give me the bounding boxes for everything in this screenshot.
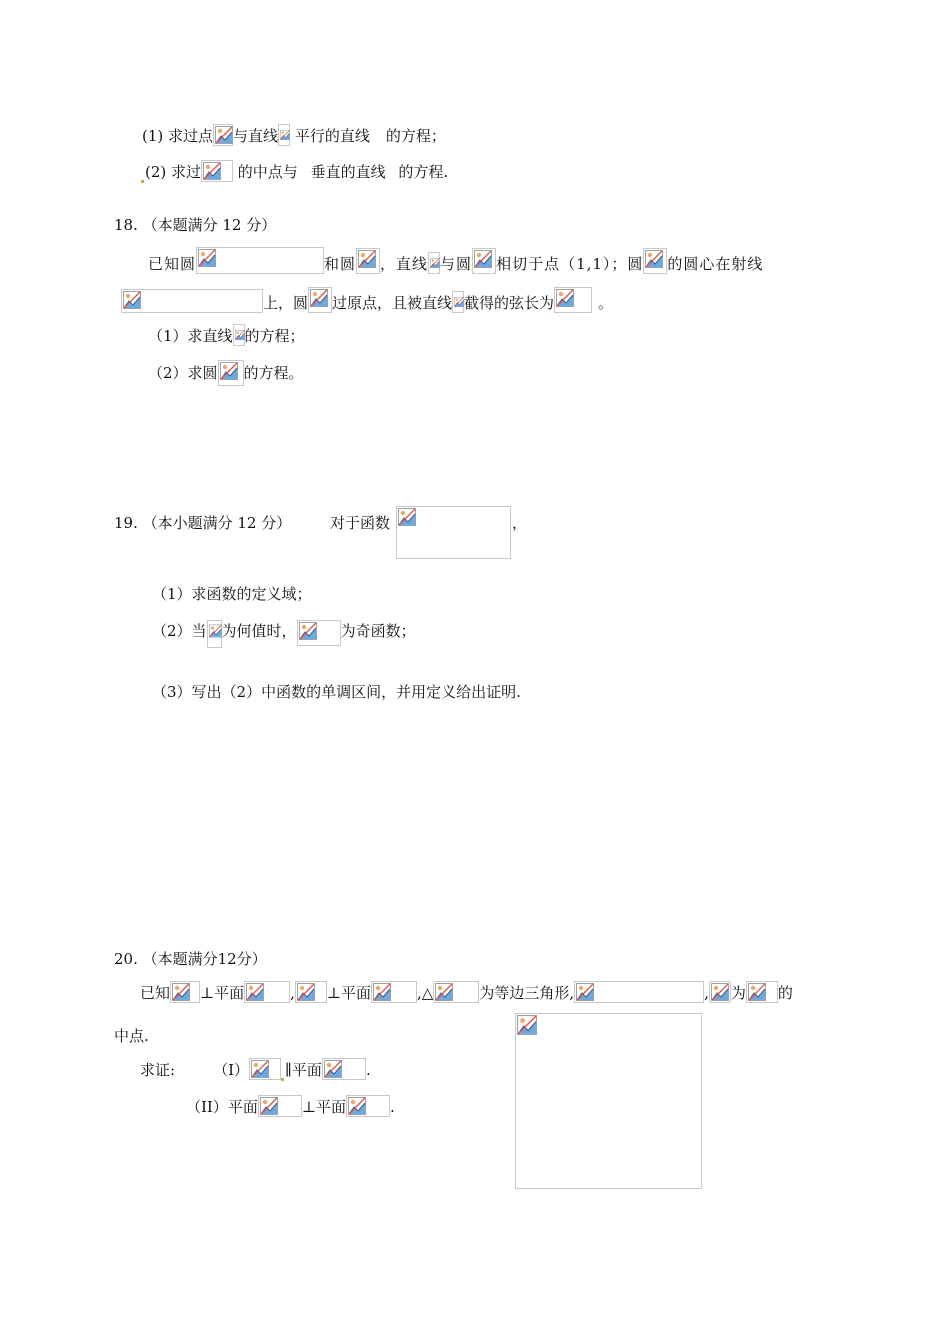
q18-l1-c: ，直线 [380,255,429,273]
broken-image-icon [554,287,592,313]
q20-l4-b: ⊥平面 [301,1098,346,1116]
q20-line4 [186,1095,395,1117]
q17-part1-text-d: 的方程； [385,127,446,145]
broken-image-icon [258,1095,302,1117]
q18-l2-c: 截得的弦长为 [464,294,555,312]
broken-image-icon [121,289,263,313]
broken-image-icon [322,1058,366,1080]
q20-l1-g: , [704,984,709,1002]
q18-p1-a: （1）求直线 [148,327,233,345]
q19-header: 19. （本小题满分 12 分） [114,514,292,532]
broken-image-icon [249,1058,281,1080]
q18-part1 [148,324,305,346]
q19-part1: （1）求函数的定义域； [152,585,312,603]
q20-l4-c: . [389,1098,395,1116]
broken-image-icon [244,981,290,1003]
q17-part1-text-b: 与直线 [233,127,279,145]
q20-l1-i: 的 [777,984,793,1002]
q20-l1-f: 为等边三角形, [479,984,575,1002]
broken-image-icon [452,291,464,313]
q17-part2-text-d: 的方程. [393,163,449,181]
broken-image-icon [201,160,233,182]
q19-part2 [152,620,416,642]
broken-image-icon [233,324,245,346]
broken-image-icon [643,248,667,274]
q20-l1-c: , [290,984,295,1002]
q18-l1-a: 已知圆 [148,255,197,273]
broken-image-icon [709,981,731,1003]
broken-image-icon [278,124,290,146]
q20-l4-a: （II）平面 [186,1098,258,1116]
q19-intro: 对于函数 [330,514,391,532]
broken-image-icon [371,981,417,1003]
q17-part1 [142,124,446,146]
q18-l1-e: 相切于点（1,1）；圆 [496,255,644,273]
q20-l1-d: ⊥平面 [326,984,372,1002]
broken-image-icon [207,620,222,648]
broken-image-icon [472,248,496,274]
broken-image-icon [346,1095,390,1117]
q20-l1-a: 已知 [140,984,171,1002]
q20-l3-a: （I） [213,1061,249,1079]
q17-part2-text-b: 的中点与 [233,163,298,181]
broken-image-icon [213,124,233,146]
q20-header: 20. （本题满分12分） [114,950,267,968]
q19-comma: ， [512,514,528,532]
marker-dot [281,1078,284,1081]
q18-header: 18. （本题满分 12 分） [114,216,277,234]
q20-l3-c: . [365,1061,371,1079]
broken-image-icon [574,981,704,1003]
broken-image-icon [308,287,332,313]
broken-image-icon [196,247,324,274]
broken-image-icon [295,981,327,1003]
q18-l1-d: 与圆 [440,255,473,273]
q18-p2-a: （2）求圆 [148,364,218,382]
q18-p1-b: 的方程； [244,327,305,345]
q18-l2-d: 。 [598,294,614,312]
q20-l3-label: 求证: [140,1061,176,1079]
q20-l1-b: ⊥平面 [200,984,245,1002]
broken-image-icon [218,360,244,386]
q19-part3: （3）写出（2）中函数的单调区间，并用定义给出证明. [152,683,521,701]
q19-p2-a: （2）当 [152,622,207,640]
broken-image-icon [297,620,341,646]
q17-part2-num: (2) [145,163,167,181]
q17-part2-text-a: 求过 [166,163,202,181]
q17-part2 [141,160,448,182]
q17-part1-num: (1) [142,127,164,145]
q18-l1-b: 和圆 [324,255,357,273]
q18-part2 [148,360,304,382]
q18-p2-b: 的方程。 [243,364,304,382]
q20-l1-e: ,△ [417,984,434,1002]
q17-part1-text-a: 求过点 [163,127,214,145]
marker-dot [141,180,144,183]
broken-image-icon [433,981,479,1003]
q17-part1-text-c: 平行的直线 [290,127,370,145]
q17-part2-text-c: 垂直的直线 [305,163,386,181]
broken-image-icon [428,252,440,274]
q20-l1-h: 为 [730,984,746,1002]
q18-l2-a: 上，圆 [263,294,309,312]
q19-p2-b: 为何值时， [221,622,297,640]
q18-line2 [121,287,614,312]
broken-image-icon [396,506,511,559]
broken-image-icon [746,981,778,1003]
broken-image-icon [170,981,200,1003]
geometry-figure-placeholder [515,1013,702,1189]
q18-line1 [148,247,764,273]
q18-l2-b: 过原点，且被直线 [332,294,453,312]
q20-line3 [140,1058,371,1080]
q20-l3-b: ∥平面 [285,1061,322,1079]
q20-line2: 中点. [114,1027,149,1045]
q18-l1-f: 的圆心在射线 [667,255,764,273]
q19-p2-c: 为奇函数； [340,622,416,640]
broken-image-icon [356,248,380,274]
q20-line1 [140,981,793,1003]
